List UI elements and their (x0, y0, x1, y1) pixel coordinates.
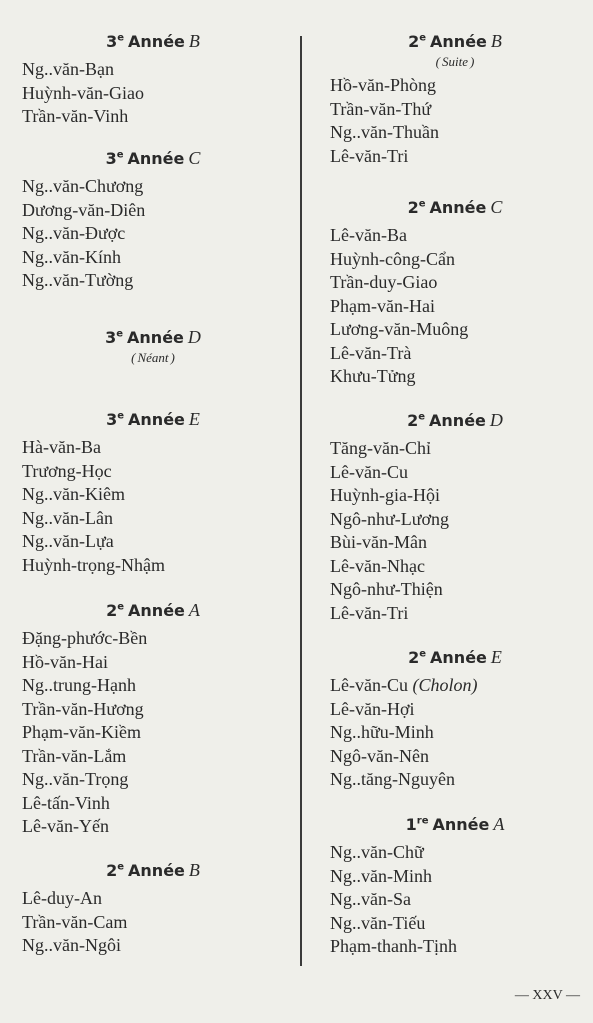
student-list (22, 175, 284, 293)
section-note: ( Néant ) (131, 350, 175, 365)
student-name: Ng..trung-Hạnh (22, 675, 136, 695)
class-section-2A (22, 599, 284, 839)
class-section-1A (330, 813, 580, 959)
class-section-3B (22, 30, 284, 129)
student-name: Khưu-Tửng (330, 366, 416, 386)
section-heading: 2e Année D (407, 410, 503, 430)
student-name: Huỳnh-trọng-Nhậm (22, 554, 165, 575)
student-name: Ng..văn-Lân (22, 507, 113, 528)
student-name: Ng..văn-Được (22, 223, 126, 243)
student-name: Lê-văn-Cu (Cholon) (330, 675, 478, 695)
student-list (22, 627, 284, 839)
class-section-3E (22, 408, 284, 577)
section-heading: 3e Année B (106, 31, 200, 51)
section-heading: 2e Année B (408, 31, 502, 51)
student-list (22, 887, 284, 958)
student-name: Phạm-thanh-Tịnh (330, 936, 457, 956)
student-name: Trần-văn-Vinh (22, 106, 129, 126)
student-name: Ng..văn-Trọng (22, 769, 129, 789)
student-name: Trần-văn-Cam (22, 911, 128, 932)
student-name: Ng..văn-Chương (22, 176, 144, 196)
student-name: Trương-Học (22, 460, 112, 481)
student-name: Trần-văn-Thứ (330, 98, 432, 119)
section-heading: 3e Année E (106, 409, 200, 429)
class-section-2E (330, 646, 580, 792)
student-name: Lê-văn-Tri (330, 145, 409, 166)
student-name: Ng..văn-Minh (330, 865, 432, 886)
section-heading: 2e Année C (407, 197, 503, 217)
student-name: Huỳnh-văn-Giao (22, 82, 144, 103)
student-name: Lê-văn-Ba (330, 225, 407, 245)
student-list (330, 841, 580, 959)
student-name: Ng..tăng-Nguyên (330, 769, 455, 789)
student-name: Trần-văn-Hương (22, 698, 144, 719)
class-section-2D (330, 409, 580, 625)
student-name: Ngô-như-Lương (330, 508, 450, 529)
section-note: ( Suite ) (435, 54, 475, 69)
student-list (330, 74, 580, 168)
student-name: Lương-văn-Muông (330, 319, 469, 339)
student-name: Hồ-văn-Phòng (330, 75, 436, 95)
student-list (330, 437, 580, 625)
student-name: Lê-văn-Nhạc (330, 555, 425, 576)
student-name: Ng..văn-Chữ (330, 842, 424, 862)
student-name: Lê-văn-Tri (330, 602, 409, 623)
student-name: Lê-văn-Yến (22, 816, 109, 836)
student-name: Bùi-văn-Mân (330, 532, 427, 552)
section-heading: 3e Année C (105, 148, 201, 168)
student-name: Đặng-phước-Bền (22, 628, 148, 648)
class-section-2C (330, 196, 580, 389)
student-name: Ngô-văn-Nên (330, 745, 429, 766)
student-name: Ng..văn-Kính (22, 246, 121, 267)
student-name: Huỳnh-công-Cẩn (330, 248, 455, 269)
section-heading: 2e Année A (106, 600, 200, 620)
student-name: Ng..văn-Bạn (22, 59, 114, 79)
page-number: — XXV — (514, 988, 580, 1003)
student-name: Lê-văn-Hợi (330, 698, 415, 719)
student-name: Lê-văn-Trà (330, 342, 412, 363)
column-divider (300, 36, 302, 966)
student-name: Tăng-văn-Chỉ (330, 438, 431, 458)
student-name: Ng..văn-Kiêm (22, 484, 125, 504)
student-name: Ng..văn-Lựa (22, 531, 114, 551)
student-list (22, 58, 284, 129)
student-name: Phạm-văn-Kiềm (22, 722, 141, 742)
student-name: Hồ-văn-Hai (22, 651, 108, 672)
student-name: Lê-văn-Cu (330, 461, 408, 482)
class-section-3D (22, 326, 284, 368)
student-name: Ng..hữu-Minh (330, 722, 434, 742)
student-name: Trần-văn-Lắm (22, 745, 127, 766)
student-name: Trần-duy-Giao (330, 272, 438, 292)
student-name: Dương-văn-Diên (22, 199, 146, 220)
student-name: Ngô-như-Thiện (330, 579, 443, 599)
section-heading: 2e Année E (408, 647, 502, 667)
student-name: Ng..văn-Tiếu (330, 912, 426, 933)
student-list (330, 674, 580, 792)
student-list (330, 224, 580, 389)
student-name: Ng..văn-Thuần (330, 122, 439, 142)
student-name: Ng..văn-Tường (22, 270, 134, 290)
class-section-2B-suite (330, 30, 580, 168)
class-section-3C (22, 147, 284, 293)
student-name: Hà-văn-Ba (22, 437, 101, 457)
student-name: Huỳnh-gia-Hội (330, 485, 440, 505)
section-heading: 3e Année D (105, 327, 201, 347)
student-list (22, 436, 284, 577)
student-name: Ng..văn-Ngôi (22, 935, 121, 955)
section-heading: 1re Année A (405, 814, 505, 834)
section-heading: 2e Année B (106, 860, 200, 880)
class-section-2B (22, 859, 284, 958)
student-name: Phạm-văn-Hai (330, 295, 435, 316)
student-name: Ng..văn-Sa (330, 889, 411, 909)
location-note: (Cholon) (412, 675, 478, 695)
student-name: Lê-duy-An (22, 888, 102, 908)
student-name: Lê-tấn-Vinh (22, 792, 110, 813)
